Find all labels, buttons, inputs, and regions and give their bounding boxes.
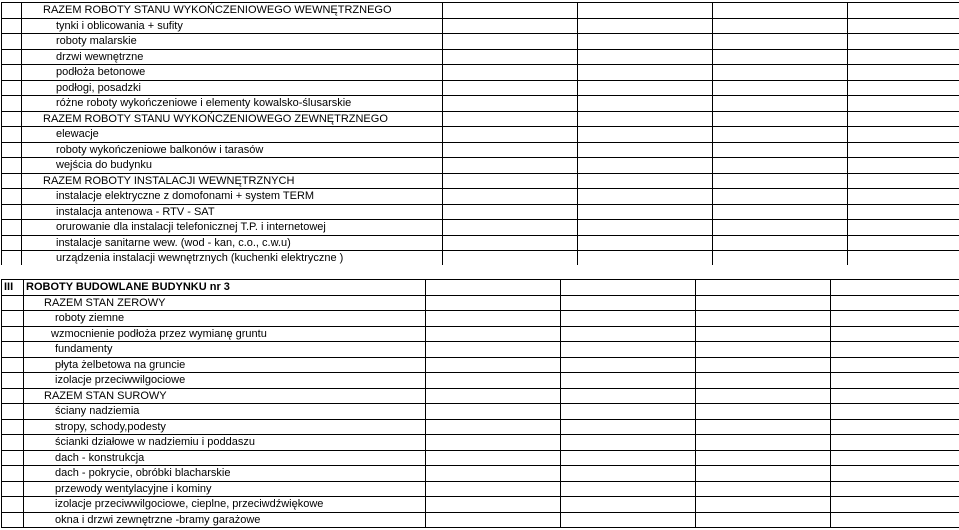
- row-label: przewody wentylacyjne i kominy: [24, 481, 426, 497]
- row-label: RAZEM STAN ZEROWY: [24, 295, 426, 311]
- value-cell: [713, 3, 848, 19]
- row-label: RAZEM ROBOTY INSTALACJI WEWNĘTRZNYCH: [22, 173, 443, 189]
- table-row: [2, 235, 959, 251]
- table-row: [2, 466, 959, 482]
- table-row: [2, 65, 959, 81]
- row-label: elewacje: [22, 127, 443, 143]
- table-row: [2, 497, 959, 513]
- table-row: [2, 326, 959, 342]
- table-row: [2, 220, 959, 236]
- table-row: [2, 3, 959, 19]
- row-label: izolacje przeciwwilgociowe: [24, 373, 426, 389]
- table-row: [2, 373, 959, 389]
- table-row: [2, 111, 959, 127]
- row-label: okna i drzwi zewnętrzne -bramy garażowe: [24, 512, 426, 528]
- table-row: [2, 435, 959, 451]
- row-label: roboty ziemne: [24, 311, 426, 327]
- table-row: [2, 49, 959, 65]
- row-label: podłogi, posadzki: [22, 80, 443, 96]
- table-row: [2, 357, 959, 373]
- table-row: [2, 204, 959, 220]
- row-label: roboty malarskie: [22, 34, 443, 50]
- section-title: ROBOTY BUDOWLANE BUDYNKU nr 3: [24, 280, 426, 296]
- table-row: [2, 342, 959, 358]
- row-label: orurowanie dla instalacji telefonicznej T.P. i internetowej: [22, 220, 443, 236]
- row-label: dach - pokrycie, obróbki blacharskie: [24, 466, 426, 482]
- row-label: instalacja antenowa - RTV - SAT: [22, 204, 443, 220]
- table-row: [2, 481, 959, 497]
- row-label: fundamenty: [24, 342, 426, 358]
- table-row: [2, 450, 959, 466]
- table-row: [2, 127, 959, 143]
- row-label: RAZEM ROBOTY STANU WYKOŃCZENIOWEGO WEWNĘTRZNEGO: [22, 3, 443, 19]
- row-label: płyta żelbetowa na gruncie: [24, 357, 426, 373]
- table-row: [2, 96, 959, 112]
- table-row: [2, 158, 959, 174]
- row-label: izolacje przeciwwilgociowe, cieplne, przeciwdźwiękowe: [24, 497, 426, 513]
- row-number: [2, 3, 22, 19]
- row-label: instalacje sanitarne wew. (wod - kan, c.o., c.w.u): [22, 235, 443, 251]
- row-label: drzwi wewnętrzne: [22, 49, 443, 65]
- section-number: III: [2, 280, 24, 296]
- table-row: [2, 251, 959, 267]
- cost-table-section-3: [1, 279, 959, 528]
- table-row: [2, 34, 959, 50]
- row-label: stropy, schody,podesty: [24, 419, 426, 435]
- value-cell: [443, 3, 578, 19]
- table-row: [2, 189, 959, 205]
- table-row: [2, 142, 959, 158]
- row-label: roboty wykończeniowe balkonów i tarasów: [22, 142, 443, 158]
- row-label: wejścia do budynku: [22, 158, 443, 174]
- section-header-row: [2, 280, 959, 296]
- row-label: dach - konstrukcja: [24, 450, 426, 466]
- cost-table-section-2: [1, 2, 959, 267]
- row-label: różne roboty wykończeniowe i elementy kowalsko-ślusarskie: [22, 96, 443, 112]
- row-label: wzmocnienie podłoża przez wymianę gruntu: [24, 326, 426, 342]
- table-row: [2, 173, 959, 189]
- table-row: [2, 419, 959, 435]
- row-label: ścianki działowe w nadziemiu i poddaszu: [24, 435, 426, 451]
- row-label: instalacje elektryczne z domofonami + system TERM: [22, 189, 443, 205]
- table-row: [2, 388, 959, 404]
- value-cell: [578, 3, 713, 19]
- section-spacer: [0, 265, 959, 279]
- table-row: [2, 404, 959, 420]
- table-row: [2, 512, 959, 528]
- table-row: [2, 18, 959, 34]
- row-label: tynki i oblicowania + sufity: [22, 18, 443, 34]
- table-row: [2, 295, 959, 311]
- row-label: ściany nadziemia: [24, 404, 426, 420]
- table-row: [2, 311, 959, 327]
- value-cell: [848, 3, 959, 19]
- row-label: RAZEM STAN SUROWY: [24, 388, 426, 404]
- row-label: RAZEM ROBOTY STANU WYKOŃCZENIOWEGO ZEWNĘTRZNEGO: [22, 111, 443, 127]
- row-label: urządzenia instalacji wewnętrznych (kuchenki elektryczne ): [22, 251, 443, 267]
- row-label: podłoża betonowe: [22, 65, 443, 81]
- table-row: [2, 80, 959, 96]
